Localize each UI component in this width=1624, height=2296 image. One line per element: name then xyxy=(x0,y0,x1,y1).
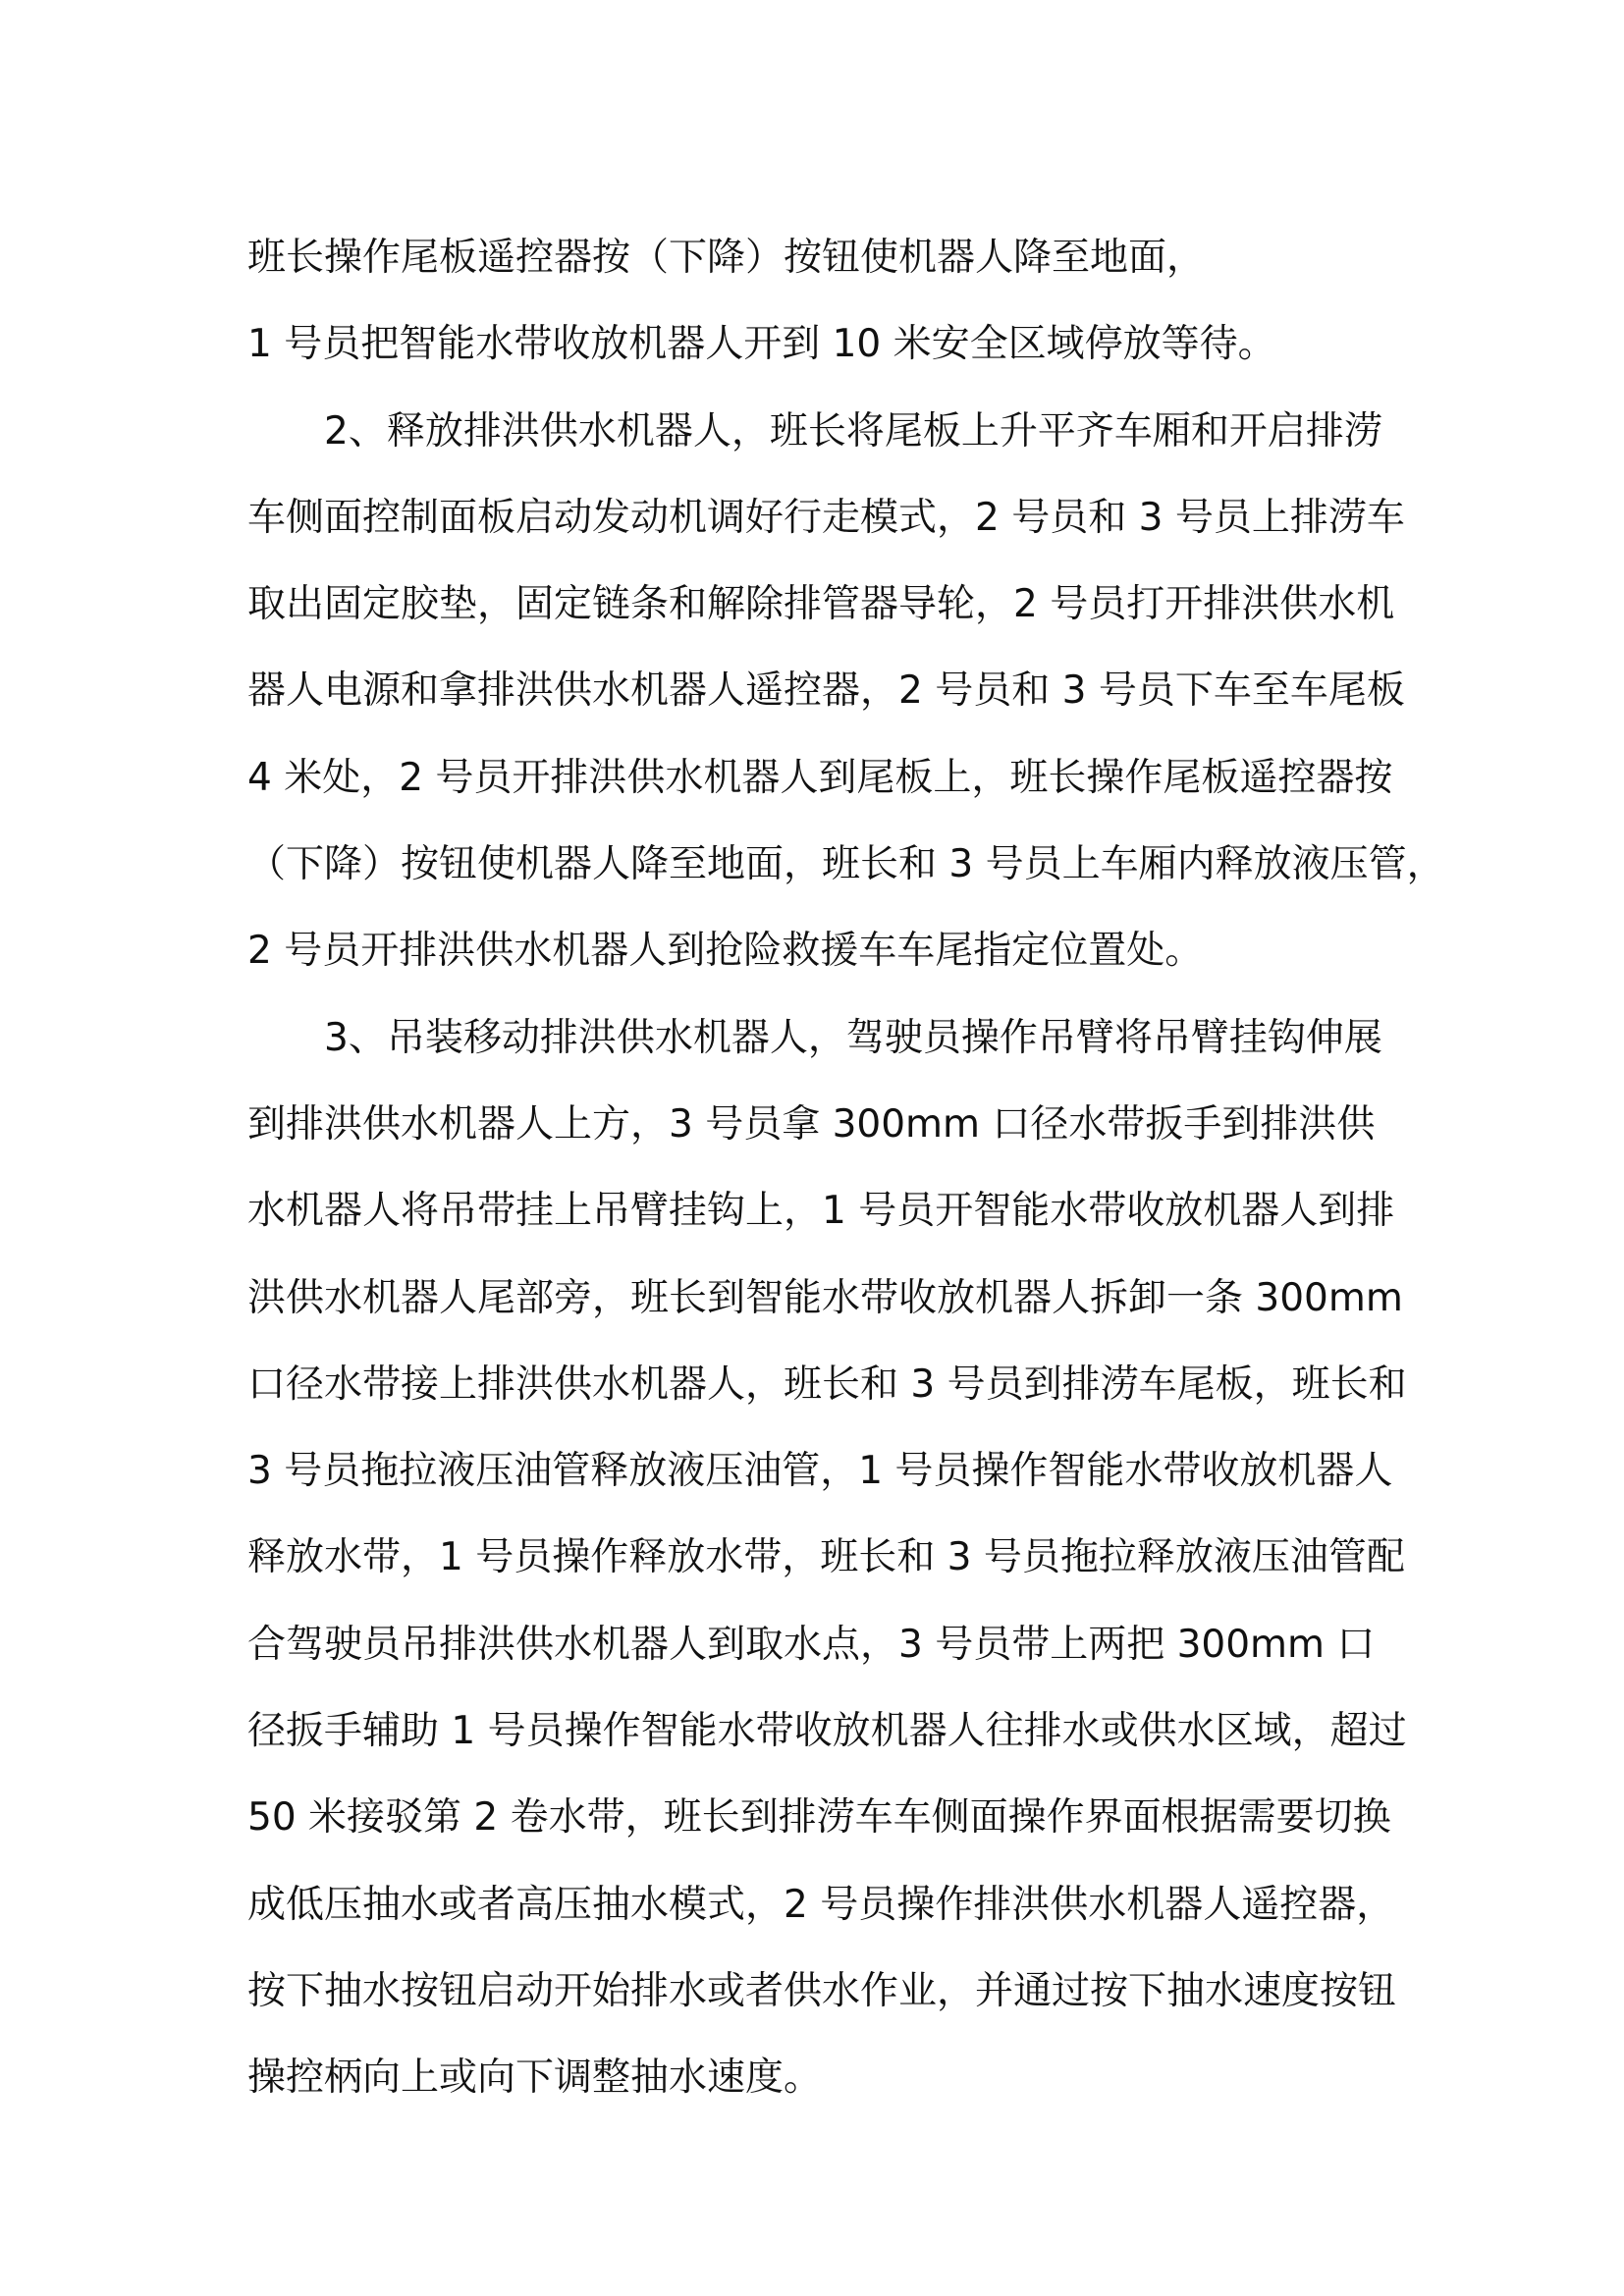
text-line: 释放水带，1 号员操作释放水带，班长和 3 号员拖拉释放液压油管配 xyxy=(247,1535,1405,1580)
text-line: 3 号员拖拉液压油管释放液压油管，1 号员操作智能水带收放机器人 xyxy=(247,1449,1393,1494)
text-line: （下降）按钮使机器人降至地面，班长和 3 号员上车厢内释放液压管， xyxy=(247,842,1445,887)
text-line: 1 号员把智能水带收放机器人开到 10 米安全区域停放等待。 xyxy=(247,322,1276,367)
text-line: 合驾驶员吊排洪供水机器人到取水点，3 号员带上两把 300mm 口 xyxy=(247,1622,1376,1667)
text-line: 操控柄向上或向下调整抽水速度。 xyxy=(247,2056,823,2101)
text-line: 班长操作尾板遥控器按（下降）按钮使机器人降至地面， xyxy=(247,236,1206,280)
document-body xyxy=(247,224,1445,2131)
text-line: 径扳手辅助 1 号员操作智能水带收放机器人往排水或供水区域，超过 xyxy=(247,1709,1407,1754)
text-line: 2 号员开排洪供水机器人到抢险救援车车尾指定位置处。 xyxy=(247,929,1204,974)
text-line: 成低压抽水或者高压抽水模式，2 号员操作排洪供水机器人遥控器， xyxy=(247,1882,1395,1927)
text-line: 洪供水机器人尾部旁，班长到智能水带收放机器人拆卸一条 300mm xyxy=(247,1275,1403,1320)
paragraph-start-line: 2、释放排洪供水机器人，班长将尾板上升平齐车厢和开启排涝 xyxy=(324,408,1382,454)
text-line: 取出固定胶垫，固定链条和解除排管器导轮，2 号员打开排洪供水机 xyxy=(247,582,1395,627)
text-line: 车侧面控制面板启动发动机调好行走模式，2 号员和 3 号员上排涝车 xyxy=(247,495,1405,540)
text-line: 按下抽水按钮启动开始排水或者供水作业，并通过按下抽水速度按钮 xyxy=(247,1968,1397,2013)
text-line: 4 米处，2 号员开排洪供水机器人到尾板上，班长操作尾板遥控器按 xyxy=(247,755,1393,800)
text-line: 水机器人将吊带挂上吊臂挂钩上，1 号员开智能水带收放机器人到排 xyxy=(247,1189,1395,1234)
text-line: 50 米接驳第 2 卷水带，班长到排涝车车侧面操作界面根据需要切换 xyxy=(247,1795,1391,1841)
text-line: 到排洪供水机器人上方，3 号员拿 300mm 口径水带扳手到排洪供 xyxy=(247,1101,1376,1147)
paragraph-start-line: 3、吊装移动排洪供水机器人，驾驶员操作吊臂将吊臂挂钩伸展 xyxy=(324,1015,1382,1060)
text-line: 器人电源和拿排洪供水机器人遥控器，2 号员和 3 号员下车至车尾板 xyxy=(247,668,1405,714)
text-line: 口径水带接上排洪供水机器人，班长和 3 号员到排涝车尾板，班长和 xyxy=(247,1362,1407,1407)
